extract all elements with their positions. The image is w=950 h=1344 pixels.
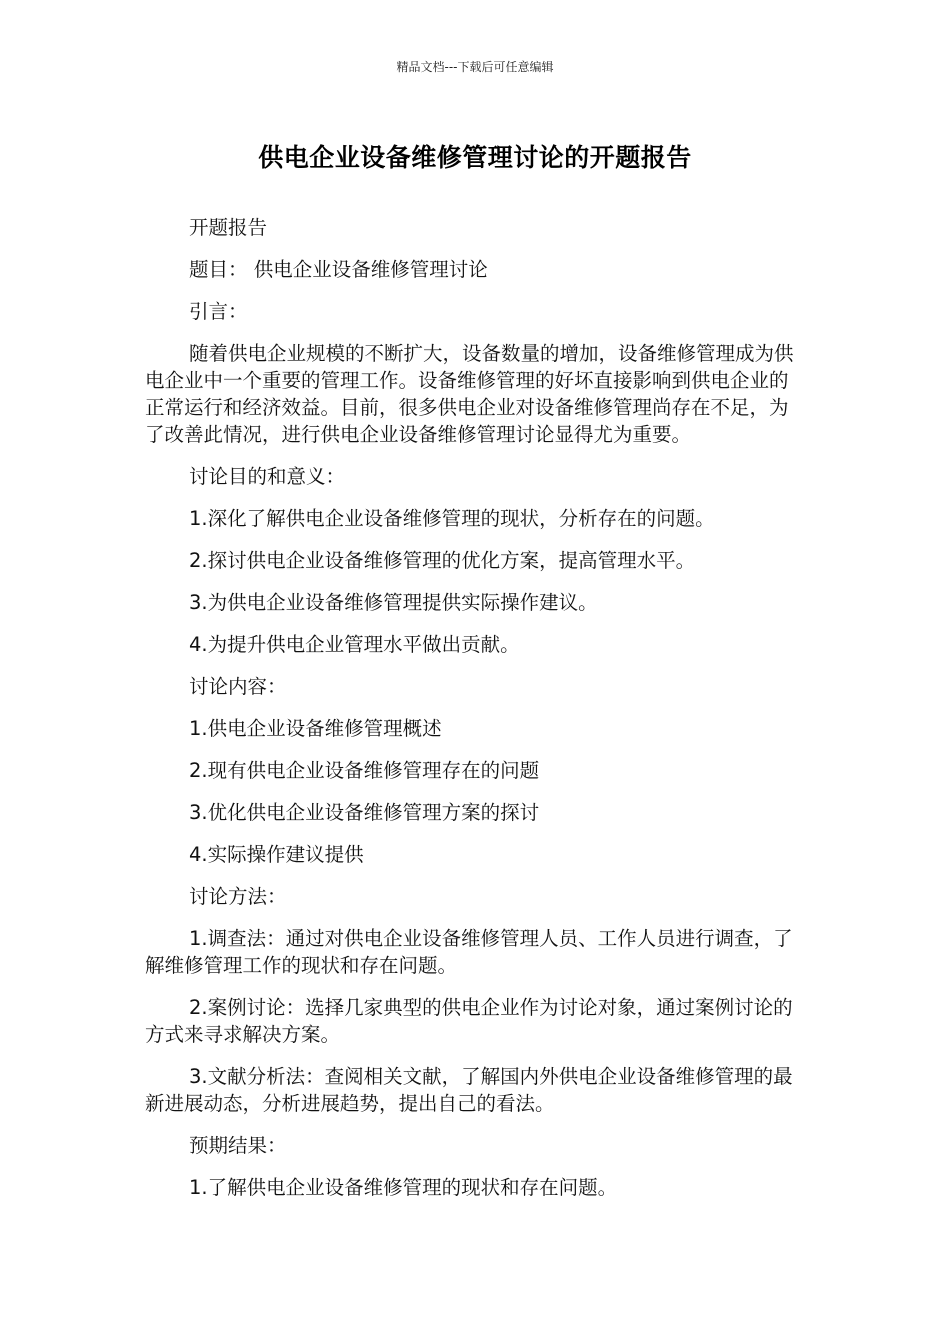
paragraph-purpose-item-4: 4.为提升供电企业管理水平做出贡献。: [189, 633, 520, 656]
paragraph-report-label: 开题报告: [189, 216, 268, 239]
paragraph-results-item-1: 1.了解供电企业设备维修管理的现状和存在问题。: [189, 1176, 618, 1199]
paragraph-intro-text: 随着供电企业规模的不断扩大，设备数量的增加，设备维修管理成为供电企业中一个重要的管理工作。设备维修管理的好坏直接影响到供电企业的正常运行和经济效益。目前，很多供电企业对设备维修管理尚存在不足，为了改善此情况，进行供电企业设备维修管理讨论显得尤为重要。: [145, 342, 794, 446]
paragraph-purpose-item-3: 3.为供电企业设备维修管理提供实际操作建议。: [189, 591, 598, 614]
paragraph-method-item-1: 1.调查法：通过对供电企业设备维修管理人员、工作人员进行调查，了解维修管理工作的现状和存在问题。: [145, 927, 793, 977]
paragraph-content-heading: 讨论内容：: [189, 675, 287, 698]
paragraph-content-item-3: 3.优化供电企业设备维修管理方案的探讨: [189, 801, 540, 824]
paragraph-purpose-item-1: 1.深化了解供电企业设备维修管理的现状，分析存在的问题。: [189, 507, 715, 530]
paragraph-purpose-item-2: 2.探讨供电企业设备维修管理的优化方案，提高管理水平。: [189, 549, 696, 572]
paragraph-content-item-4: 4.实际操作建议提供: [189, 843, 364, 866]
document-title: 供电企业设备维修管理讨论的开题报告: [258, 143, 692, 172]
paragraph-content-item-1: 1.供电企业设备维修管理概述: [189, 717, 442, 740]
document-body: [145, 214, 805, 1216]
paragraph-purpose-heading: 讨论目的和意义：: [189, 465, 346, 488]
paragraph-method-heading: 讨论方法：: [189, 885, 287, 908]
paragraph-method-item-2: 2.案例讨论：选择几家典型的供电企业作为讨论对象，通过案例讨论的方式来寻求解决方案。: [145, 996, 793, 1046]
page-header: 精品文档---下载后可任意编辑: [396, 60, 554, 74]
paragraph-results-heading: 预期结果：: [189, 1134, 287, 1157]
paragraph-intro-heading: 引言：: [189, 300, 248, 323]
paragraph-topic: 题目： 供电企业设备维修管理讨论: [189, 258, 488, 281]
paragraph-content-item-2: 2.现有供电企业设备维修管理存在的问题: [189, 759, 540, 782]
paragraph-method-item-3: 3.文献分析法：查阅相关文献，了解国内外供电企业设备维修管理的最新进展动态，分析进展趋势，提出自己的看法。: [145, 1065, 793, 1115]
